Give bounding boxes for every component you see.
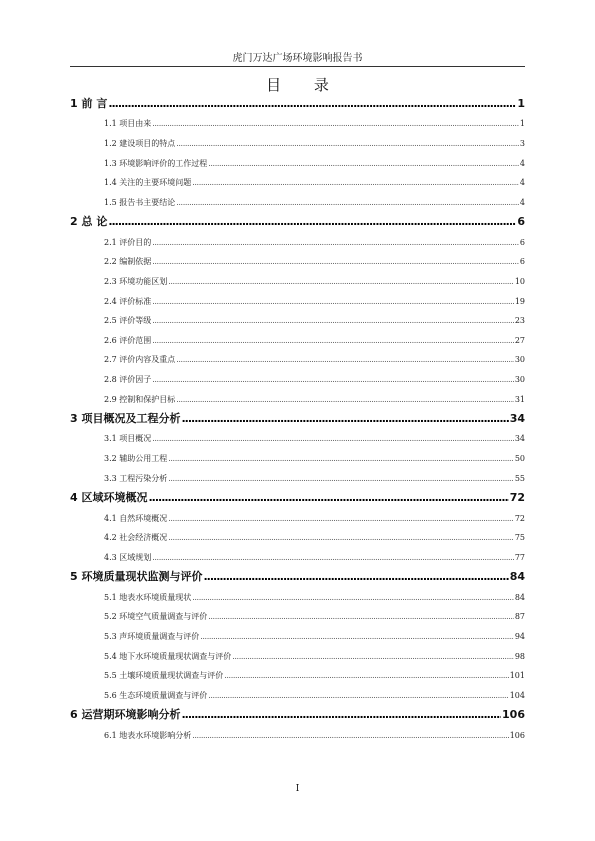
toc-entry-page: 55 (514, 473, 525, 483)
toc-entry-label: 2.4 评价标准 (104, 296, 152, 306)
toc-leader-dots (108, 212, 516, 232)
toc-entry-label: 4.1 自然环境概况 (104, 513, 168, 523)
toc-entry-label: 3.2 辅助公用工程 (104, 454, 168, 464)
toc-leader-dots (181, 705, 501, 725)
toc-entry-page: 30 (514, 355, 525, 365)
page-header: 虎门万达广场环境影响报告书 (232, 53, 363, 64)
toc-entry-label: 6 运营期环境影响分析 (70, 708, 181, 722)
toc-section-entry[interactable] (70, 509, 525, 529)
toc-entry-label: 3 项目概况及工程分析 (70, 412, 181, 426)
toc-entry-label: 6.1 地表水环境影响分析 (104, 730, 192, 740)
toc-leader-dots (224, 666, 508, 686)
toc-leader-dots (208, 154, 519, 174)
toc-entry-label: 1 前 言 (70, 97, 108, 110)
toc-entry-page: 84 (514, 592, 525, 602)
toc-section-entry[interactable] (70, 134, 525, 154)
toc-leader-dots (152, 292, 514, 312)
toc-entry-page: 106 (502, 708, 525, 722)
toc-section-entry[interactable] (70, 114, 525, 134)
toc-entry-page: 34 (514, 434, 525, 444)
toc-entry-page: 72 (514, 513, 525, 523)
toc-entry-page: 50 (514, 454, 525, 464)
toc-entry-label: 2.8 评价因子 (104, 374, 152, 384)
toc-entry-label: 2.1 评价目的 (104, 237, 152, 247)
toc-chapter-entry[interactable] (70, 409, 525, 429)
toc-entry-page: 84 (509, 570, 525, 584)
toc-leader-dots (168, 449, 514, 469)
toc-leader-dots (208, 607, 514, 627)
toc-leader-dots (152, 370, 514, 390)
toc-entry-page: 4 (519, 158, 525, 168)
toc-entry-label: 5.2 环境空气质量调查与评价 (104, 612, 208, 622)
toc-leader-dots (168, 272, 514, 292)
toc-leader-dots (176, 350, 514, 370)
toc-entry-label: 3.1 项目概况 (104, 434, 152, 444)
toc-entry-label: 5.3 声环境质量调查与评价 (104, 632, 200, 642)
toc-section-entry[interactable] (70, 370, 525, 390)
toc-entry-page: 104 (509, 690, 525, 700)
toc-title: 目 录 (266, 76, 343, 94)
toc-section-entry[interactable] (70, 233, 525, 253)
toc-leader-dots (152, 548, 514, 568)
toc-entry-label: 4.3 区域规划 (104, 552, 152, 562)
toc-section-entry[interactable] (70, 390, 525, 410)
toc-leader-dots (152, 233, 519, 253)
toc-entry-page: 98 (514, 651, 525, 661)
page-number: I (295, 784, 300, 794)
toc-entry-page: 4 (519, 197, 525, 207)
toc-leader-dots (200, 627, 514, 647)
toc-section-entry[interactable] (70, 647, 525, 667)
toc-entry-label: 1.2 建设项目的特点 (104, 138, 176, 148)
toc-entry-label: 5 环境质量现状监测与评价 (70, 570, 203, 584)
toc-entry-page: 87 (514, 612, 525, 622)
toc-section-entry[interactable] (70, 469, 525, 489)
toc-section-entry[interactable] (70, 331, 525, 351)
toc-entry-label: 2.9 控制和保护目标 (104, 394, 176, 404)
toc-leader-dots (203, 567, 508, 587)
toc-entry-label: 2.6 评价范围 (104, 335, 152, 345)
toc-section-entry[interactable] (70, 154, 525, 174)
toc-entry-label: 2.7 评价内容及重点 (104, 355, 176, 365)
toc-leader-dots (152, 429, 514, 449)
toc-entry-page: 6 (519, 237, 525, 247)
toc-entry-page: 3 (519, 138, 525, 148)
toc-entry-label: 2.3 环境功能区划 (104, 276, 168, 286)
toc-leader-dots (152, 311, 514, 331)
toc-section-entry[interactable] (70, 173, 525, 193)
toc-entry-label: 4.2 社会经济概况 (104, 533, 168, 543)
toc-entry-label: 5.5 土壤环境质量现状调查与评价 (104, 671, 224, 681)
toc-leader-dots (168, 469, 514, 489)
toc-entry-page: 27 (514, 335, 525, 345)
toc-entry-label: 2.5 评价等级 (104, 316, 152, 326)
toc-entry-page: 77 (514, 552, 525, 562)
toc-chapter-entry[interactable] (70, 94, 525, 114)
toc-chapter-entry[interactable] (70, 567, 525, 587)
toc-entry-page: 1 (517, 97, 525, 110)
toc-entry-page: 1 (519, 119, 525, 129)
toc-entry-page: 6 (517, 215, 525, 229)
toc-section-entry[interactable] (70, 252, 525, 272)
toc-entry-label: 1.4 关注的主要环境问题 (104, 178, 192, 188)
toc-section-entry[interactable] (70, 607, 525, 627)
toc-section-entry[interactable] (70, 292, 525, 312)
toc-entry-label: 2.2 编制依据 (104, 257, 152, 267)
toc-entry-page: 34 (509, 412, 525, 426)
toc-entry-page: 106 (509, 730, 525, 740)
toc-entry-label: 1.1 项目由来 (104, 119, 152, 129)
toc-entry-label: 5.4 地下水环境质量现状调查与评价 (104, 651, 232, 661)
table-of-contents (70, 94, 525, 745)
toc-entry-page: 4 (519, 178, 525, 188)
toc-section-entry[interactable] (70, 548, 525, 568)
toc-entry-page: 75 (514, 533, 525, 543)
toc-entry-label: 2 总 论 (70, 215, 108, 229)
toc-leader-dots (176, 390, 514, 410)
toc-leader-dots (152, 114, 519, 134)
toc-section-entry[interactable] (70, 311, 525, 331)
toc-section-entry[interactable] (70, 272, 525, 292)
toc-entry-label: 1.3 环境影响评价的工作过程 (104, 158, 208, 168)
toc-leader-dots (152, 252, 519, 272)
toc-leader-dots (176, 193, 519, 213)
toc-leader-dots (181, 409, 508, 429)
toc-leader-dots (108, 94, 516, 114)
toc-leader-dots (192, 588, 514, 608)
toc-leader-dots (208, 686, 508, 706)
toc-entry-page: 94 (514, 632, 525, 642)
toc-entry-page: 101 (509, 671, 525, 681)
toc-section-entry[interactable] (70, 449, 525, 469)
toc-leader-dots (232, 647, 514, 667)
toc-leader-dots (176, 134, 519, 154)
toc-section-entry[interactable] (70, 528, 525, 548)
toc-leader-dots (192, 726, 508, 746)
toc-leader-dots (168, 528, 514, 548)
toc-section-entry[interactable] (70, 588, 525, 608)
toc-section-entry[interactable] (70, 350, 525, 370)
toc-entry-label: 5.1 地表水环境质量现状 (104, 592, 192, 602)
toc-entry-page: 31 (514, 394, 525, 404)
toc-leader-dots (192, 173, 519, 193)
toc-leader-dots (148, 488, 508, 508)
toc-chapter-entry[interactable] (70, 212, 525, 232)
toc-entry-label: 5.6 生态环境质量调查与评价 (104, 690, 208, 700)
toc-entry-label: 1.5 报告书主要结论 (104, 197, 176, 207)
toc-entry-label: 4 区域环境概况 (70, 491, 148, 505)
toc-entry-page: 23 (514, 316, 525, 326)
toc-section-entry[interactable] (70, 726, 525, 746)
header-rule (70, 66, 525, 67)
toc-chapter-entry[interactable] (70, 488, 525, 508)
toc-section-entry[interactable] (70, 686, 525, 706)
toc-entry-page: 19 (514, 296, 525, 306)
toc-entry-label: 3.3 工程污染分析 (104, 473, 168, 483)
toc-section-entry[interactable] (70, 627, 525, 647)
toc-entry-page: 30 (514, 374, 525, 384)
toc-chapter-entry[interactable] (70, 705, 525, 725)
toc-entry-page: 10 (514, 276, 525, 286)
toc-leader-dots (168, 509, 514, 529)
toc-leader-dots (152, 331, 514, 351)
toc-section-entry[interactable] (70, 429, 525, 449)
toc-section-entry[interactable] (70, 666, 525, 686)
toc-entry-page: 72 (509, 491, 525, 505)
toc-entry-page: 6 (519, 257, 525, 267)
toc-section-entry[interactable] (70, 193, 525, 213)
